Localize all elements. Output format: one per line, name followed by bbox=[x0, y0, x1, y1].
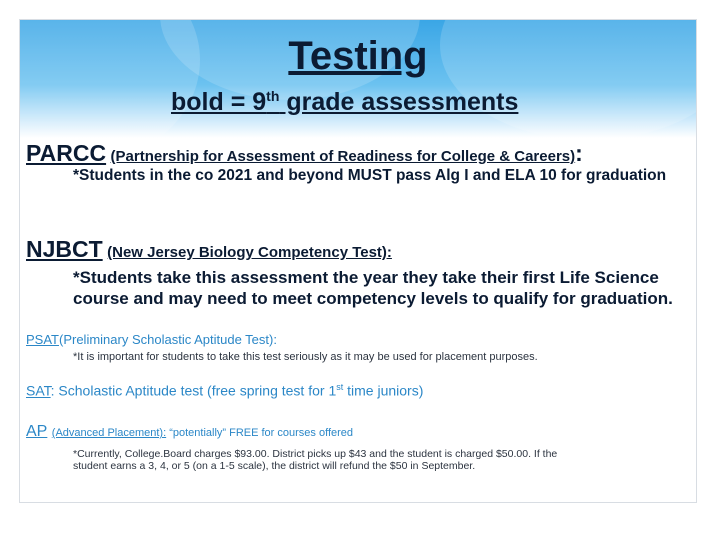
parcc-colon: : bbox=[575, 140, 583, 166]
ap-label: AP bbox=[26, 423, 48, 440]
psat-fullname: (Preliminary Scholastic Aptitude Test): bbox=[59, 332, 277, 347]
sat-text: : Scholastic Aptitude test (free spring test for 1 bbox=[50, 382, 337, 399]
njbct-fullname: (New Jersey Biology Competency Test): bbox=[107, 244, 392, 261]
ap-fullname: (Advanced Placement): bbox=[51, 427, 167, 439]
psat-note: *It is important for students to take this test seriously as it may be used for placement purposes. bbox=[73, 351, 538, 363]
sat-text-end: time juniors) bbox=[343, 382, 424, 399]
ap-note-line1: *Currently, College.Board charges $93.00. District picks up $43 and the student is charged $50.00. If the bbox=[73, 448, 558, 460]
psat-label: PSAT bbox=[26, 332, 59, 347]
slide-subtitle bbox=[171, 90, 518, 115]
sat-sup: st bbox=[336, 382, 344, 392]
slide-title: Testing bbox=[288, 34, 428, 78]
parcc-heading bbox=[26, 140, 583, 167]
njbct-note-line1: *Students take this assessment the year they take their first Life Science bbox=[73, 268, 659, 287]
ap-heading bbox=[26, 423, 353, 441]
njbct-heading bbox=[26, 236, 392, 263]
parcc-label: PARCC bbox=[26, 140, 107, 166]
psat-heading bbox=[26, 332, 277, 347]
njbct-label: NJBCT bbox=[26, 236, 103, 262]
sat-heading bbox=[26, 382, 423, 399]
ap-note-line2: student earns a 3, 4, or 5 (on a 1-5 scale), the district will refund the $50 in September. bbox=[73, 460, 476, 472]
subtitle-prefix: bold = 9 bbox=[171, 88, 267, 116]
njbct-note-line2: course and may need to meet competency levels to qualify for graduation. bbox=[73, 289, 673, 308]
subtitle-suffix: grade assessments bbox=[279, 88, 519, 116]
slide bbox=[19, 19, 697, 503]
subtitle-sup: th bbox=[266, 88, 280, 104]
parcc-fullname: (Partnership for Assessment of Readiness for College & Careers) bbox=[110, 148, 576, 165]
ap-text: “potentially” FREE for courses offered bbox=[166, 427, 354, 439]
sat-label: SAT bbox=[26, 382, 51, 399]
parcc-note: *Students in the co 2021 and beyond MUST pass Alg I and ELA 10 for graduation bbox=[73, 167, 667, 184]
